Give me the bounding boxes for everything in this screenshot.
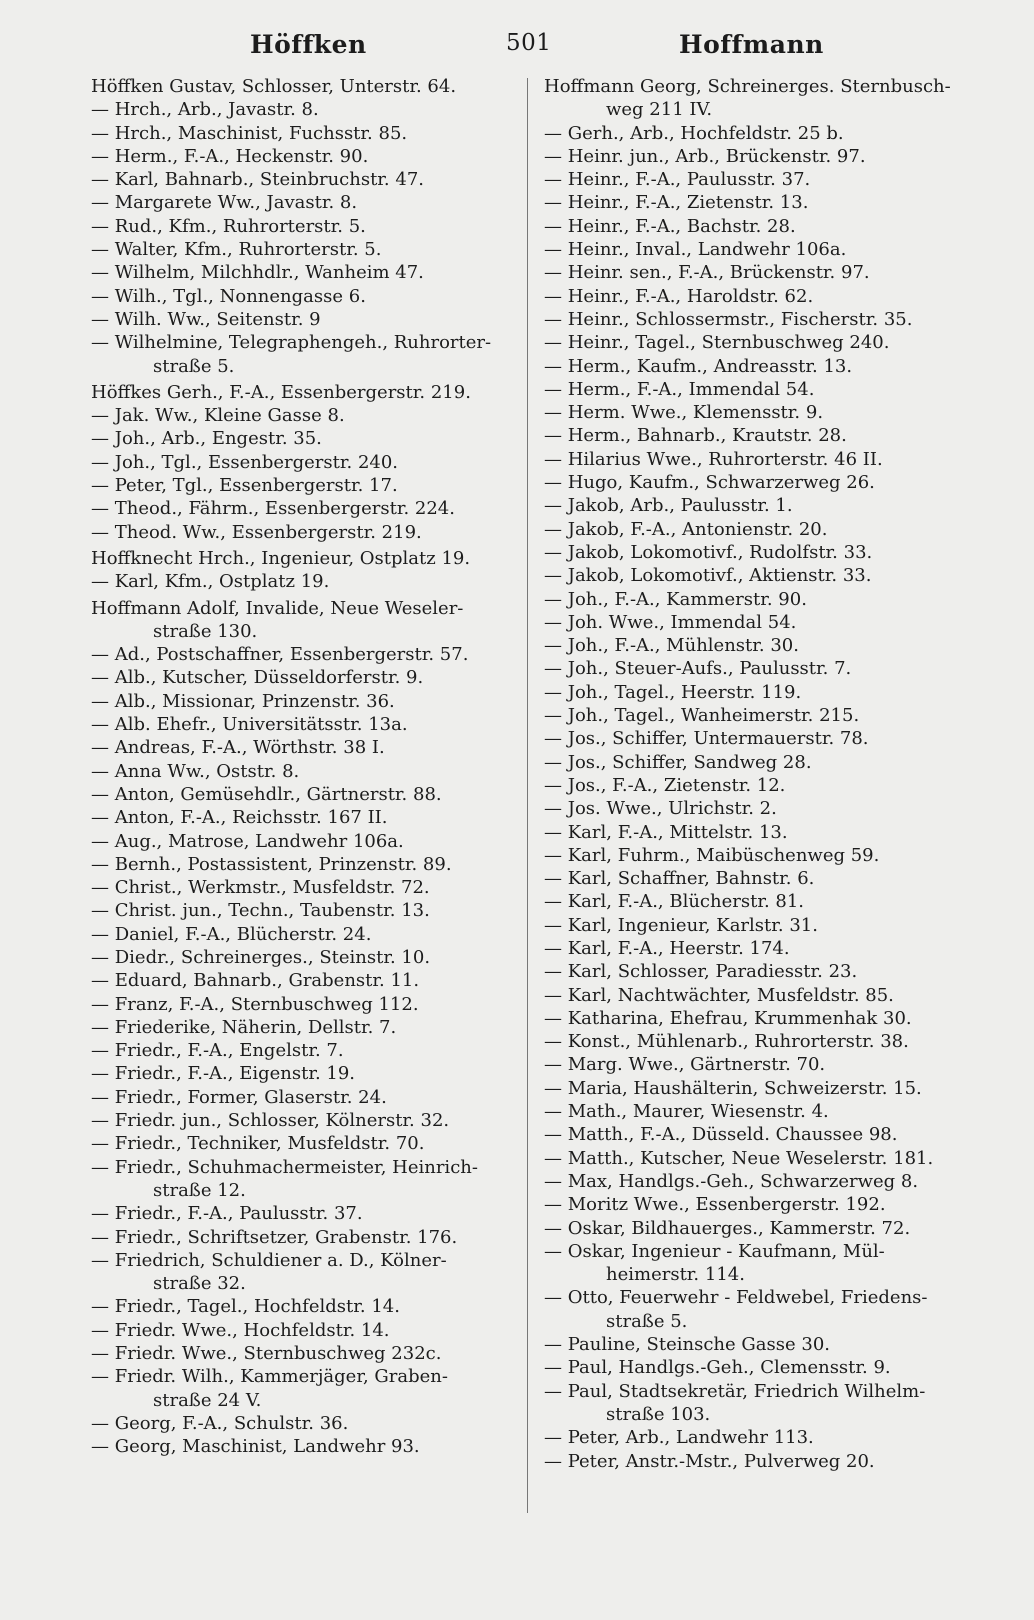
directory-entry: — Rud., Kfm., Ruhrorterstr. 5.	[91, 215, 366, 237]
page-header	[0, 30, 1034, 70]
directory-entry: — Oskar, Bildhauerges., Kammerstr. 72.	[544, 1217, 911, 1239]
directory-entry: — Herm., Kaufm., Andreasstr. 13.	[544, 355, 853, 377]
page-number: 501	[506, 30, 552, 56]
directory-entry: — Aug., Matrose, Landwehr 106a.	[91, 830, 404, 852]
directory-entry: — Joh., Tgl., Essenbergerstr. 240.	[91, 451, 399, 473]
directory-entry: — Paul, Stadtsekretär, Friedrich Wilhelm-	[544, 1380, 926, 1402]
directory-entry: — Otto, Feuerwehr - Feldwebel, Friedens-	[544, 1287, 928, 1309]
directory-entry: — Friederike, Näherin, Dellstr. 7.	[91, 1016, 397, 1038]
directory-entry: — Friedr. jun., Schlosser, Kölnerstr. 32.	[91, 1110, 450, 1132]
directory-entry: — Karl, F.-A., Blücherstr. 81.	[544, 891, 805, 913]
directory-entry: — Hilarius Wwe., Ruhrorterstr. 46 II.	[544, 448, 883, 470]
directory-entry: — Friedr., Schuhmachermeister, Heinrich-	[91, 1156, 478, 1178]
directory-entry: — Friedr., F.-A., Eigenstr. 19.	[91, 1063, 356, 1085]
entry-continuation: straße 5.	[606, 1310, 688, 1332]
directory-entry: — Peter, Arb., Landwehr 113.	[544, 1427, 814, 1449]
directory-entry: — Karl, Kfm., Ostplatz 19.	[91, 571, 330, 593]
directory-entry: — Heinr. sen., F.-A., Brückenstr. 97.	[544, 262, 870, 284]
directory-entry: — Theod. Ww., Essenbergerstr. 219.	[91, 521, 422, 543]
directory-entry: — Heinr., F.-A., Bachstr. 28.	[544, 215, 796, 237]
directory-entry: — Heinr., Schlossermstr., Fischerstr. 35.	[544, 308, 913, 330]
directory-entry: — Karl, Schaffner, Bahnstr. 6.	[544, 868, 815, 890]
directory-entry: — Joh., Steuer-Aufs., Paulusstr. 7.	[544, 658, 852, 680]
directory-entry: — Moritz Wwe., Essenbergerstr. 192.	[544, 1194, 886, 1216]
directory-entry: — Jos., Schiffer, Sandweg 28.	[544, 751, 812, 773]
directory-entry: — Bernh., Postassistent, Prinzenstr. 89.	[91, 853, 452, 875]
directory-entry: — Wilh., Tgl., Nonnengasse 6.	[91, 285, 366, 307]
directory-entry: — Pauline, Steinsche Gasse 30.	[544, 1334, 830, 1356]
directory-entry: — Joh., Tagel., Wanheimerstr. 215.	[544, 705, 860, 727]
directory-entry: — Karl, F.-A., Mittelstr. 13.	[544, 821, 788, 843]
directory-entry: — Friedr. Wilh., Kammerjäger, Graben-	[91, 1366, 448, 1388]
directory-entry: Hoffmann Adolf, Invalide, Neue Weseler-	[91, 597, 464, 619]
entry-continuation: straße 32.	[153, 1273, 246, 1295]
directory-entry: — Joh., F.-A., Mühlenstr. 30.	[544, 635, 799, 657]
entry-continuation: weg 211 IV.	[606, 99, 713, 121]
directory-entry: — Karl, Bahnarb., Steinbruchstr. 47.	[91, 169, 424, 191]
directory-entry: — Alb. Ehefr., Universitätsstr. 13a.	[91, 714, 408, 736]
entry-continuation: heimerstr. 114.	[606, 1264, 745, 1286]
directory-entry: — Matth., F.-A., Düsseld. Chaussee 98.	[544, 1124, 898, 1146]
column-divider	[527, 78, 528, 1513]
directory-entry: — Diedr., Schreinerges., Steinstr. 10.	[91, 946, 431, 968]
directory-entry: — Friedr., Former, Glaserstr. 24.	[91, 1086, 387, 1108]
directory-entry: — Math., Maurer, Wiesenstr. 4.	[544, 1101, 829, 1123]
directory-entry: — Joh., Tagel., Heerstr. 119.	[544, 681, 802, 703]
directory-entry: — Maria, Haushälterin, Schweizerstr. 15.	[544, 1077, 922, 1099]
directory-entry: — Oskar, Ingenieur - Kaufmann, Mül-	[544, 1240, 885, 1262]
left-column	[91, 75, 521, 1459]
directory-entry: — Christ., Werkmstr., Musfeldstr. 72.	[91, 877, 430, 899]
directory-entry: — Katharina, Ehefrau, Krummenhak 30.	[544, 1007, 912, 1029]
directory-entry: Höffkes Gerh., F.-A., Essenbergerstr. 219.	[91, 381, 471, 403]
directory-entry: — Georg, Maschinist, Landwehr 93.	[91, 1436, 420, 1458]
directory-entry: — Andreas, F.-A., Wörthstr. 38 I.	[91, 737, 385, 759]
directory-entry: — Peter, Tgl., Essenbergerstr. 17.	[91, 475, 398, 497]
directory-entry: — Wilhelmine, Telegraphengeh., Ruhrorter-	[91, 332, 492, 354]
directory-entry: — Karl, Fuhrm., Maibüschenweg 59.	[544, 844, 880, 866]
directory-entry: — Joh., F.-A., Kammerstr. 90.	[544, 588, 807, 610]
entry-continuation: straße 5.	[153, 355, 235, 377]
directory-entry: — Karl, Schlosser, Paradiesstr. 23.	[544, 961, 858, 983]
header-right-catchword: Hoffmann	[679, 30, 824, 59]
directory-entry: — Friedr., Tagel., Hochfeldstr. 14.	[91, 1296, 400, 1318]
entry-continuation: straße 130.	[153, 620, 258, 642]
directory-entry: — Friedr., F.-A., Engelstr. 7.	[91, 1040, 344, 1062]
directory-entry: Hoffknecht Hrch., Ingenieur, Ostplatz 19.	[91, 547, 471, 569]
directory-entry: — Ad., Postschaffner, Essenbergerstr. 57.	[91, 644, 469, 666]
directory-entry: — Wilhelm, Milchhdlr., Wanheim 47.	[91, 262, 424, 284]
directory-entry: — Konst., Mühlenarb., Ruhrorterstr. 38.	[544, 1031, 909, 1053]
directory-entry: — Jakob, Lokomotivf., Aktienstr. 33.	[544, 565, 872, 587]
directory-entry: — Jakob, F.-A., Antonienstr. 20.	[544, 518, 828, 540]
directory-entry: — Friedr., Schriftsetzer, Grabenstr. 176.	[91, 1226, 458, 1248]
directory-entry: — Heinr., Tagel., Sternbuschweg 240.	[544, 332, 890, 354]
directory-entry: — Anton, Gemüsehdlr., Gärtnerstr. 88.	[91, 783, 442, 805]
directory-entry: — Wilh. Ww., Seitenstr. 9	[91, 308, 321, 330]
directory-entry: — Matth., Kutscher, Neue Weselerstr. 181.	[544, 1147, 934, 1169]
directory-entry: — Hrch., Arb., Javastr. 8.	[91, 99, 319, 121]
entry-continuation: straße 103.	[606, 1403, 711, 1425]
directory-entry: — Heinr., F.-A., Haroldstr. 62.	[544, 285, 814, 307]
directory-entry: — Herm., Bahnarb., Krautstr. 28.	[544, 425, 847, 447]
directory-entry: — Jos., F.-A., Zietenstr. 12.	[544, 774, 786, 796]
directory-entry: — Heinr., F.-A., Paulusstr. 37.	[544, 169, 811, 191]
directory-entry: — Joh. Wwe., Immendal 54.	[544, 611, 797, 633]
directory-entry: — Heinr., Inval., Landwehr 106a.	[544, 239, 847, 261]
entry-continuation: straße 12.	[153, 1179, 246, 1201]
directory-entry: — Paul, Handlgs.-Geh., Clemensstr. 9.	[544, 1357, 891, 1379]
directory-entry: — Walter, Kfm., Ruhrorterstr. 5.	[91, 239, 382, 261]
directory-entry: — Daniel, F.-A., Blücherstr. 24.	[91, 923, 372, 945]
directory-entry: — Alb., Kutscher, Düsseldorferstr. 9.	[91, 667, 424, 689]
directory-entry: — Jos., Schiffer, Untermauerstr. 78.	[544, 728, 869, 750]
directory-entry: — Hrch., Maschinist, Fuchsstr. 85.	[91, 122, 408, 144]
directory-entry: — Max, Handlgs.-Geh., Schwarzerweg 8.	[544, 1170, 919, 1192]
directory-entry: — Jakob, Lokomotivf., Rudolfstr. 33.	[544, 541, 873, 563]
directory-entry: — Jos. Wwe., Ulrichstr. 2.	[544, 798, 777, 820]
directory-entry: — Friedr., F.-A., Paulusstr. 37.	[91, 1203, 363, 1225]
directory-entry: Hoffmann Georg, Schreinerges. Sternbusch-	[544, 76, 951, 97]
directory-entry: — Karl, F.-A., Heerstr. 174.	[544, 937, 790, 959]
directory-entry: — Eduard, Bahnarb., Grabenstr. 11.	[91, 970, 420, 992]
directory-entry: — Herm., F.-A., Immendal 54.	[544, 378, 815, 400]
right-column	[544, 75, 989, 1473]
directory-entry: — Herm., F.-A., Heckenstr. 90.	[91, 145, 369, 167]
directory-entry: — Joh., Arb., Engestr. 35.	[91, 428, 322, 450]
directory-entry: — Margarete Ww., Javastr. 8.	[91, 192, 358, 214]
directory-entry: — Friedr., Techniker, Musfeldstr. 70.	[91, 1133, 425, 1155]
directory-entry: — Heinr. jun., Arb., Brückenstr. 97.	[544, 145, 866, 167]
directory-entry: — Herm. Wwe., Klemensstr. 9.	[544, 402, 824, 424]
directory-entry: — Friedr. Wwe., Hochfeldstr. 14.	[91, 1319, 390, 1341]
directory-entry: — Franz, F.-A., Sternbuschweg 112.	[91, 993, 419, 1015]
directory-entry: Höffken Gustav, Schlosser, Unterstr. 64.	[91, 76, 457, 97]
directory-entry: — Friedr. Wwe., Sternbuschweg 232c.	[91, 1343, 442, 1365]
header-left-catchword: Höffken	[250, 30, 367, 59]
directory-entry: — Gerh., Arb., Hochfeldstr. 25 b.	[544, 122, 844, 144]
directory-entry: — Karl, Nachtwächter, Musfeldstr. 85.	[544, 984, 894, 1006]
directory-entry: — Anna Ww., Oststr. 8.	[91, 760, 300, 782]
directory-entry: — Jak. Ww., Kleine Gasse 8.	[91, 405, 345, 427]
directory-entry: — Heinr., F.-A., Zietenstr. 13.	[544, 192, 809, 214]
directory-entry: — Friedrich, Schuldiener a. D., Kölner-	[91, 1249, 447, 1271]
directory-entry: — Marg. Wwe., Gärtnerstr. 70.	[544, 1054, 826, 1076]
directory-entry: — Georg, F.-A., Schulstr. 36.	[91, 1412, 349, 1434]
directory-entry: — Jakob, Arb., Paulusstr. 1.	[544, 495, 793, 517]
directory-entry: — Anton, F.-A., Reichsstr. 167 II.	[91, 807, 388, 829]
directory-entry: — Alb., Missionar, Prinzenstr. 36.	[91, 690, 395, 712]
directory-entry: — Christ. jun., Techn., Taubenstr. 13.	[91, 900, 430, 922]
directory-entry: — Theod., Fährm., Essenbergerstr. 224.	[91, 498, 455, 520]
directory-entry: — Peter, Anstr.-Mstr., Pulverweg 20.	[544, 1450, 875, 1472]
directory-entry: — Hugo, Kaufm., Schwarzerweg 26.	[544, 472, 875, 494]
entry-continuation: straße 24 V.	[153, 1389, 262, 1411]
directory-entry: — Karl, Ingenieur, Karlstr. 31.	[544, 914, 818, 936]
